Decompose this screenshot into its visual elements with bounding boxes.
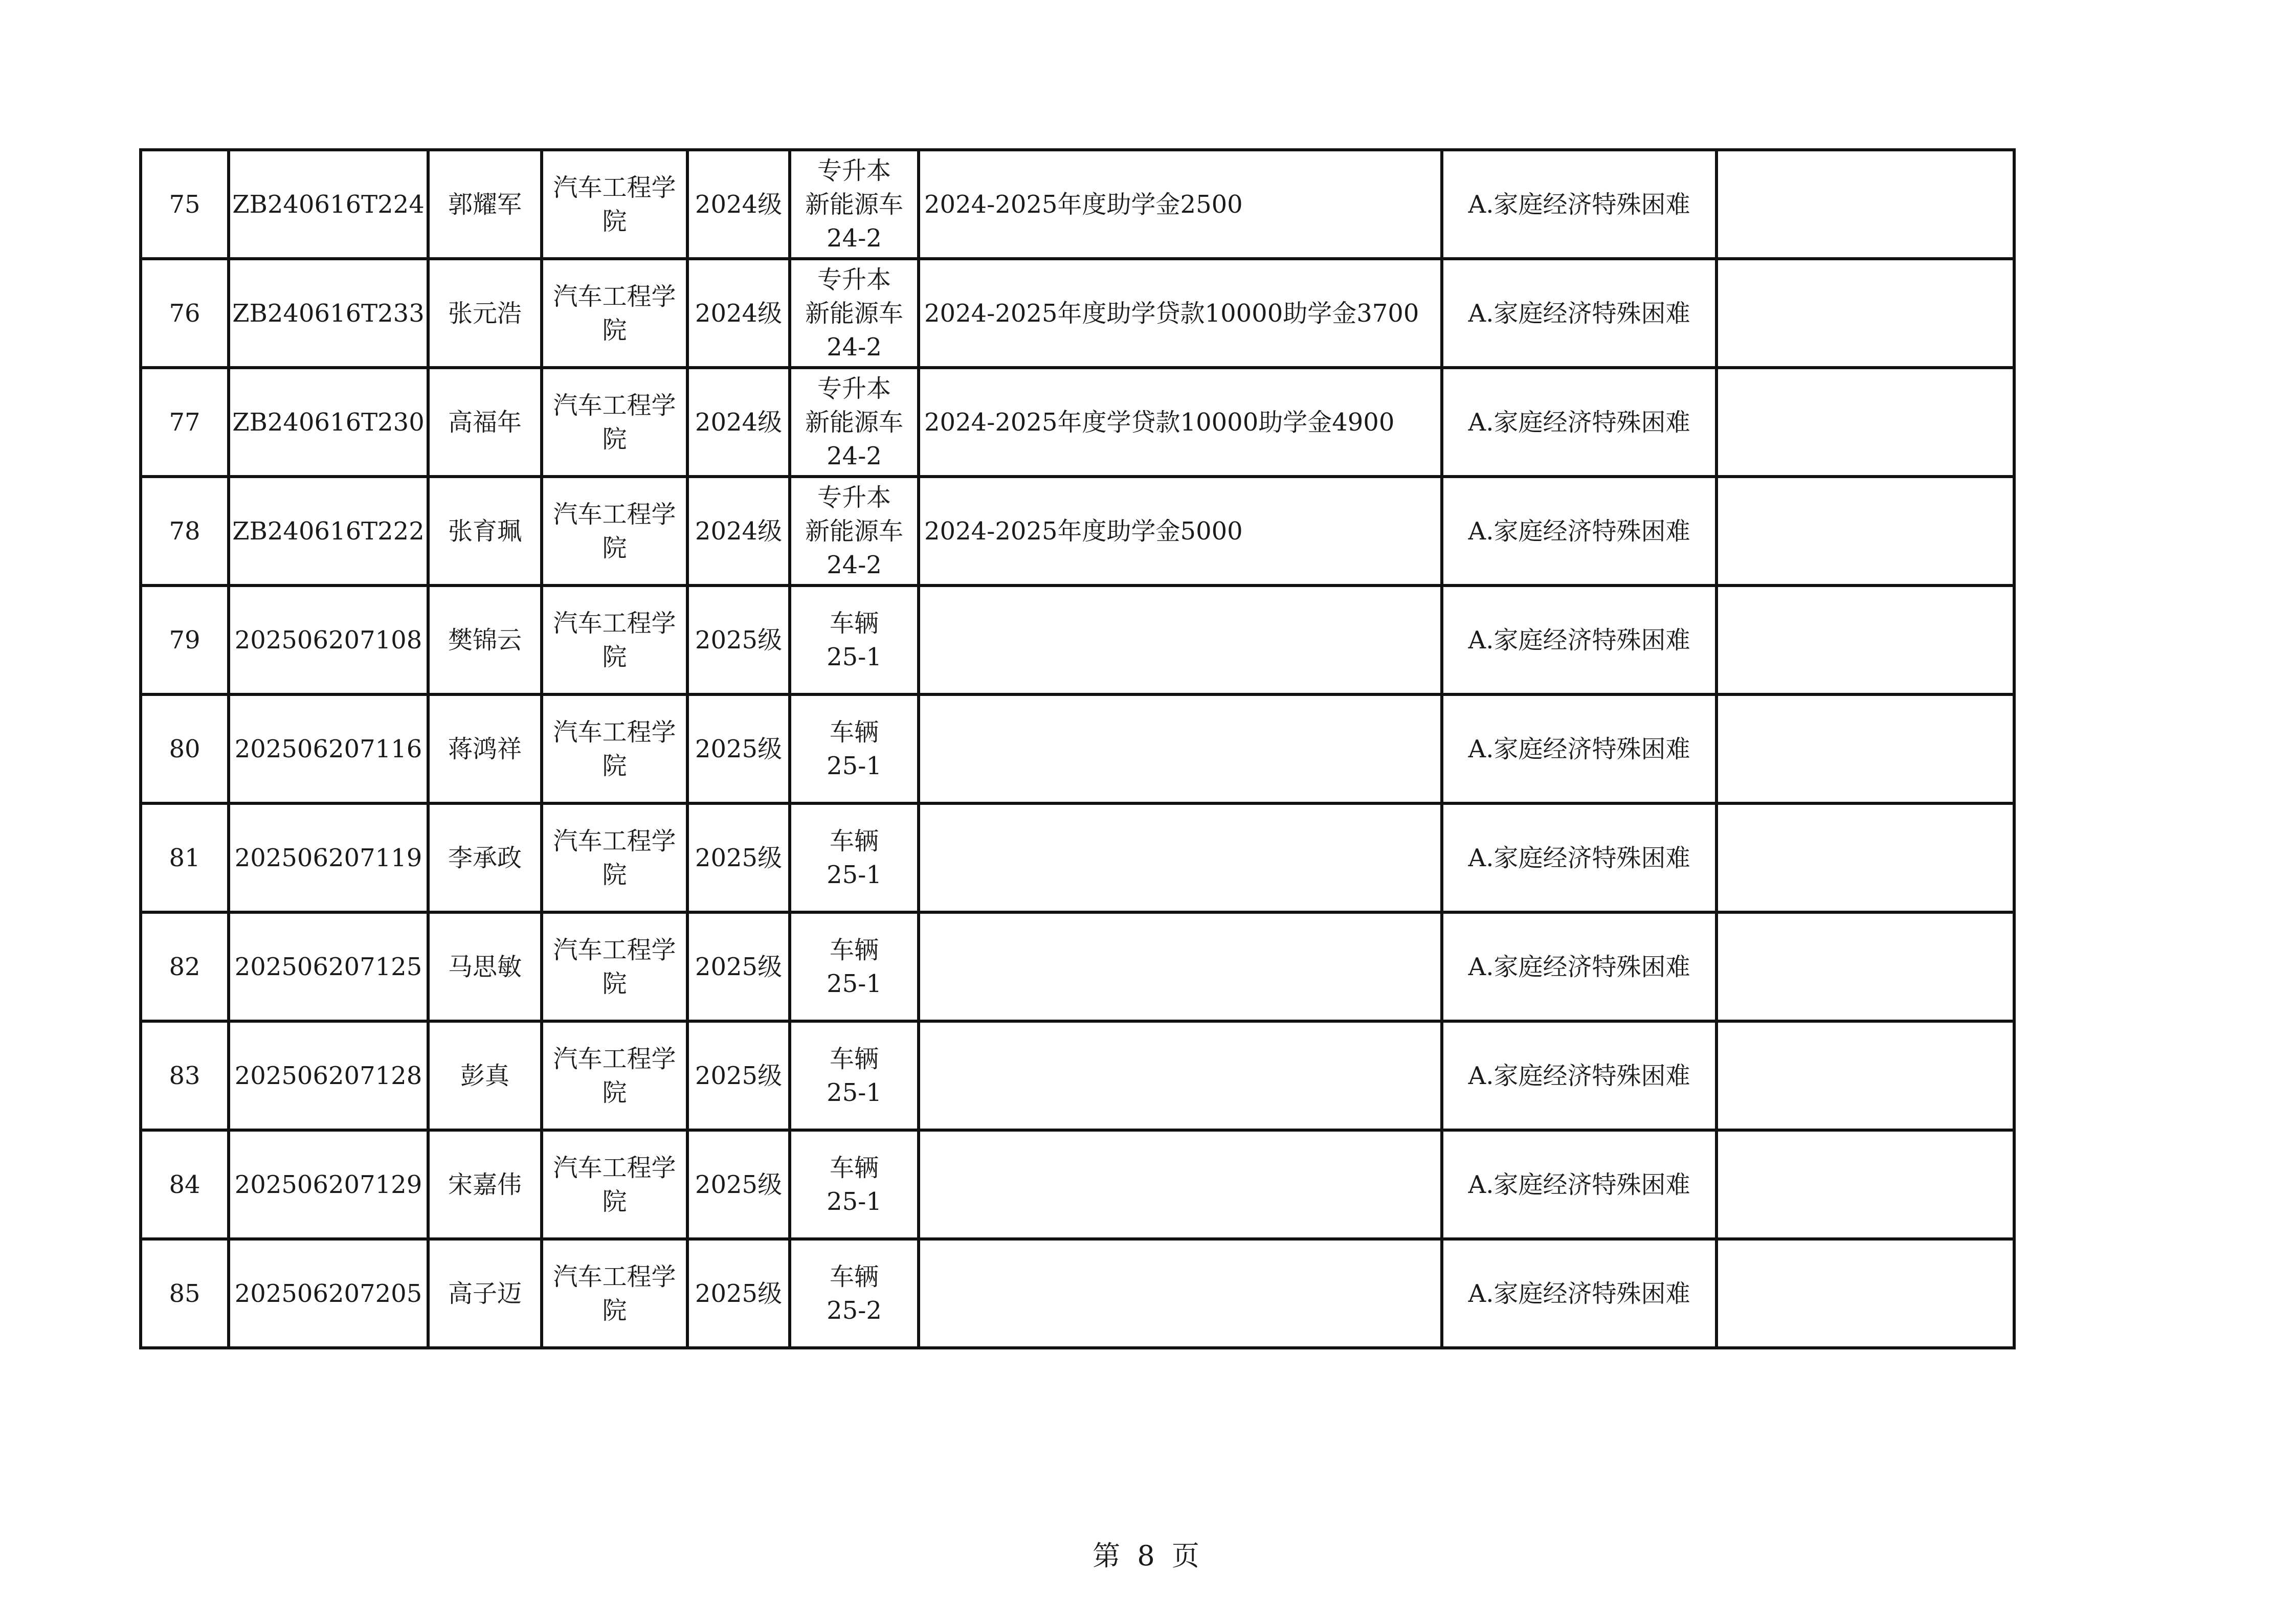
table-row bbox=[141, 1021, 2014, 1130]
table-row bbox=[141, 259, 2014, 368]
cell-grade: 2025级 bbox=[687, 694, 790, 803]
cell-extra bbox=[1717, 1239, 2014, 1348]
cell-class bbox=[790, 1239, 919, 1348]
cell-difficulty-category: A.家庭经济特殊困难 bbox=[1442, 1130, 1717, 1239]
student-aid-table bbox=[139, 148, 2016, 1349]
cell-college: 汽车工程学院 bbox=[542, 1130, 687, 1239]
cell-difficulty-category: A.家庭经济特殊困难 bbox=[1442, 1021, 1717, 1130]
table-row bbox=[141, 912, 2014, 1021]
cell-aid-remark: 2024-2025年度助学金5000 bbox=[919, 477, 1442, 585]
cell-student-id: 202506207116 bbox=[229, 694, 428, 803]
class-line: 24-2 bbox=[827, 550, 882, 579]
cell-student-id: ZB240616T222 bbox=[229, 477, 428, 585]
cell-grade: 2025级 bbox=[687, 1021, 790, 1130]
cell-difficulty-category: A.家庭经济特殊困难 bbox=[1442, 1239, 1717, 1348]
cell-extra bbox=[1717, 912, 2014, 1021]
cell-row-number: 83 bbox=[141, 1021, 229, 1130]
cell-class bbox=[790, 694, 919, 803]
table-row bbox=[141, 1239, 2014, 1348]
class-line: 专升本 bbox=[817, 156, 891, 185]
cell-student-id: 202506207108 bbox=[229, 585, 428, 694]
cell-aid-remark: 2024-2025年度学贷款10000助学金4900 bbox=[919, 368, 1442, 477]
cell-extra bbox=[1717, 803, 2014, 912]
cell-extra bbox=[1717, 477, 2014, 585]
class-line: 新能源车 bbox=[805, 516, 903, 546]
cell-student-name: 郭耀军 bbox=[428, 150, 542, 259]
table-row bbox=[141, 150, 2014, 259]
cell-grade: 2025级 bbox=[687, 1239, 790, 1348]
cell-student-id: 202506207119 bbox=[229, 803, 428, 912]
class-line: 专升本 bbox=[817, 265, 891, 294]
class-line: 24-2 bbox=[827, 223, 882, 253]
cell-difficulty-category: A.家庭经济特殊困难 bbox=[1442, 912, 1717, 1021]
table-row bbox=[141, 368, 2014, 477]
cell-aid-remark: 2024-2025年度助学贷款10000助学金3700 bbox=[919, 259, 1442, 368]
class-line: 新能源车 bbox=[805, 408, 903, 437]
cell-student-id: 202506207205 bbox=[229, 1239, 428, 1348]
class-line: 车辆 bbox=[829, 1262, 879, 1291]
cell-student-name: 宋嘉伟 bbox=[428, 1130, 542, 1239]
class-line: 24-2 bbox=[827, 332, 882, 362]
cell-student-name: 高福年 bbox=[428, 368, 542, 477]
cell-class bbox=[790, 259, 919, 368]
class-line: 车辆 bbox=[829, 608, 879, 638]
class-line: 25-2 bbox=[827, 1296, 882, 1325]
cell-extra bbox=[1717, 694, 2014, 803]
class-line: 25-1 bbox=[827, 860, 882, 889]
class-line: 25-1 bbox=[827, 969, 882, 998]
cell-extra bbox=[1717, 1021, 2014, 1130]
cell-class bbox=[790, 368, 919, 477]
table-row bbox=[141, 803, 2014, 912]
cell-student-name: 马思敏 bbox=[428, 912, 542, 1021]
page-number: 第 8 页 bbox=[1093, 1540, 1203, 1572]
class-line: 25-1 bbox=[827, 1187, 882, 1216]
cell-grade: 2024级 bbox=[687, 477, 790, 585]
cell-difficulty-category: A.家庭经济特殊困难 bbox=[1442, 803, 1717, 912]
cell-difficulty-category: A.家庭经济特殊困难 bbox=[1442, 477, 1717, 585]
cell-row-number: 78 bbox=[141, 477, 229, 585]
cell-aid-remark: 2024-2025年度助学金2500 bbox=[919, 150, 1442, 259]
table-row bbox=[141, 585, 2014, 694]
cell-student-id: ZB240616T224 bbox=[229, 150, 428, 259]
cell-extra bbox=[1717, 585, 2014, 694]
cell-extra bbox=[1717, 150, 2014, 259]
cell-difficulty-category: A.家庭经济特殊困难 bbox=[1442, 259, 1717, 368]
cell-aid-remark bbox=[919, 1239, 1442, 1348]
table-row bbox=[141, 694, 2014, 803]
cell-grade: 2025级 bbox=[687, 1130, 790, 1239]
cell-student-id: 202506207125 bbox=[229, 912, 428, 1021]
cell-student-id: ZB240616T230 bbox=[229, 368, 428, 477]
cell-college: 汽车工程学院 bbox=[542, 912, 687, 1021]
class-line: 车辆 bbox=[829, 935, 879, 964]
cell-row-number: 76 bbox=[141, 259, 229, 368]
cell-class bbox=[790, 803, 919, 912]
class-line: 车辆 bbox=[829, 1153, 879, 1182]
cell-extra bbox=[1717, 368, 2014, 477]
cell-student-name: 蒋鸿祥 bbox=[428, 694, 542, 803]
table-body bbox=[141, 150, 2014, 1348]
cell-row-number: 80 bbox=[141, 694, 229, 803]
cell-difficulty-category: A.家庭经济特殊困难 bbox=[1442, 585, 1717, 694]
cell-student-id: 202506207129 bbox=[229, 1130, 428, 1239]
cell-college: 汽车工程学院 bbox=[542, 150, 687, 259]
cell-class bbox=[790, 150, 919, 259]
cell-college: 汽车工程学院 bbox=[542, 477, 687, 585]
class-line: 专升本 bbox=[817, 374, 891, 403]
table-row bbox=[141, 1130, 2014, 1239]
cell-difficulty-category: A.家庭经济特殊困难 bbox=[1442, 694, 1717, 803]
cell-class bbox=[790, 1130, 919, 1239]
cell-grade: 2024级 bbox=[687, 259, 790, 368]
cell-aid-remark bbox=[919, 1021, 1442, 1130]
class-line: 车辆 bbox=[829, 826, 879, 855]
cell-grade: 2025级 bbox=[687, 585, 790, 694]
cell-aid-remark bbox=[919, 694, 1442, 803]
cell-aid-remark bbox=[919, 1130, 1442, 1239]
table-row bbox=[141, 477, 2014, 585]
cell-row-number: 77 bbox=[141, 368, 229, 477]
cell-class bbox=[790, 1021, 919, 1130]
class-line: 新能源车 bbox=[805, 190, 903, 219]
class-line: 新能源车 bbox=[805, 299, 903, 328]
cell-row-number: 75 bbox=[141, 150, 229, 259]
cell-row-number: 85 bbox=[141, 1239, 229, 1348]
cell-college: 汽车工程学院 bbox=[542, 694, 687, 803]
cell-class bbox=[790, 585, 919, 694]
cell-aid-remark bbox=[919, 803, 1442, 912]
class-line: 车辆 bbox=[829, 1044, 879, 1073]
cell-row-number: 79 bbox=[141, 585, 229, 694]
cell-student-name: 彭真 bbox=[428, 1021, 542, 1130]
cell-difficulty-category: A.家庭经济特殊困难 bbox=[1442, 150, 1717, 259]
cell-grade: 2025级 bbox=[687, 803, 790, 912]
cell-class bbox=[790, 477, 919, 585]
cell-class bbox=[790, 912, 919, 1021]
cell-grade: 2025级 bbox=[687, 912, 790, 1021]
cell-student-name: 张育珮 bbox=[428, 477, 542, 585]
class-line: 24-2 bbox=[827, 441, 882, 470]
cell-extra bbox=[1717, 1130, 2014, 1239]
cell-student-name: 张元浩 bbox=[428, 259, 542, 368]
cell-student-id: 202506207128 bbox=[229, 1021, 428, 1130]
cell-student-name: 李承政 bbox=[428, 803, 542, 912]
cell-grade: 2024级 bbox=[687, 150, 790, 259]
class-line: 25-1 bbox=[827, 642, 882, 671]
cell-extra bbox=[1717, 259, 2014, 368]
cell-row-number: 81 bbox=[141, 803, 229, 912]
cell-college: 汽车工程学院 bbox=[542, 803, 687, 912]
cell-college: 汽车工程学院 bbox=[542, 1021, 687, 1130]
class-line: 车辆 bbox=[829, 717, 879, 747]
cell-college: 汽车工程学院 bbox=[542, 259, 687, 368]
cell-aid-remark bbox=[919, 585, 1442, 694]
class-line: 专升本 bbox=[817, 483, 891, 512]
cell-college: 汽车工程学院 bbox=[542, 368, 687, 477]
cell-row-number: 82 bbox=[141, 912, 229, 1021]
class-line: 25-1 bbox=[827, 751, 882, 780]
cell-student-name: 高子迈 bbox=[428, 1239, 542, 1348]
cell-aid-remark bbox=[919, 912, 1442, 1021]
cell-college: 汽车工程学院 bbox=[542, 1239, 687, 1348]
cell-student-id: ZB240616T233 bbox=[229, 259, 428, 368]
cell-student-name: 樊锦云 bbox=[428, 585, 542, 694]
cell-college: 汽车工程学院 bbox=[542, 585, 687, 694]
cell-grade: 2024级 bbox=[687, 368, 790, 477]
class-line: 25-1 bbox=[827, 1078, 882, 1107]
cell-difficulty-category: A.家庭经济特殊困难 bbox=[1442, 368, 1717, 477]
cell-row-number: 84 bbox=[141, 1130, 229, 1239]
